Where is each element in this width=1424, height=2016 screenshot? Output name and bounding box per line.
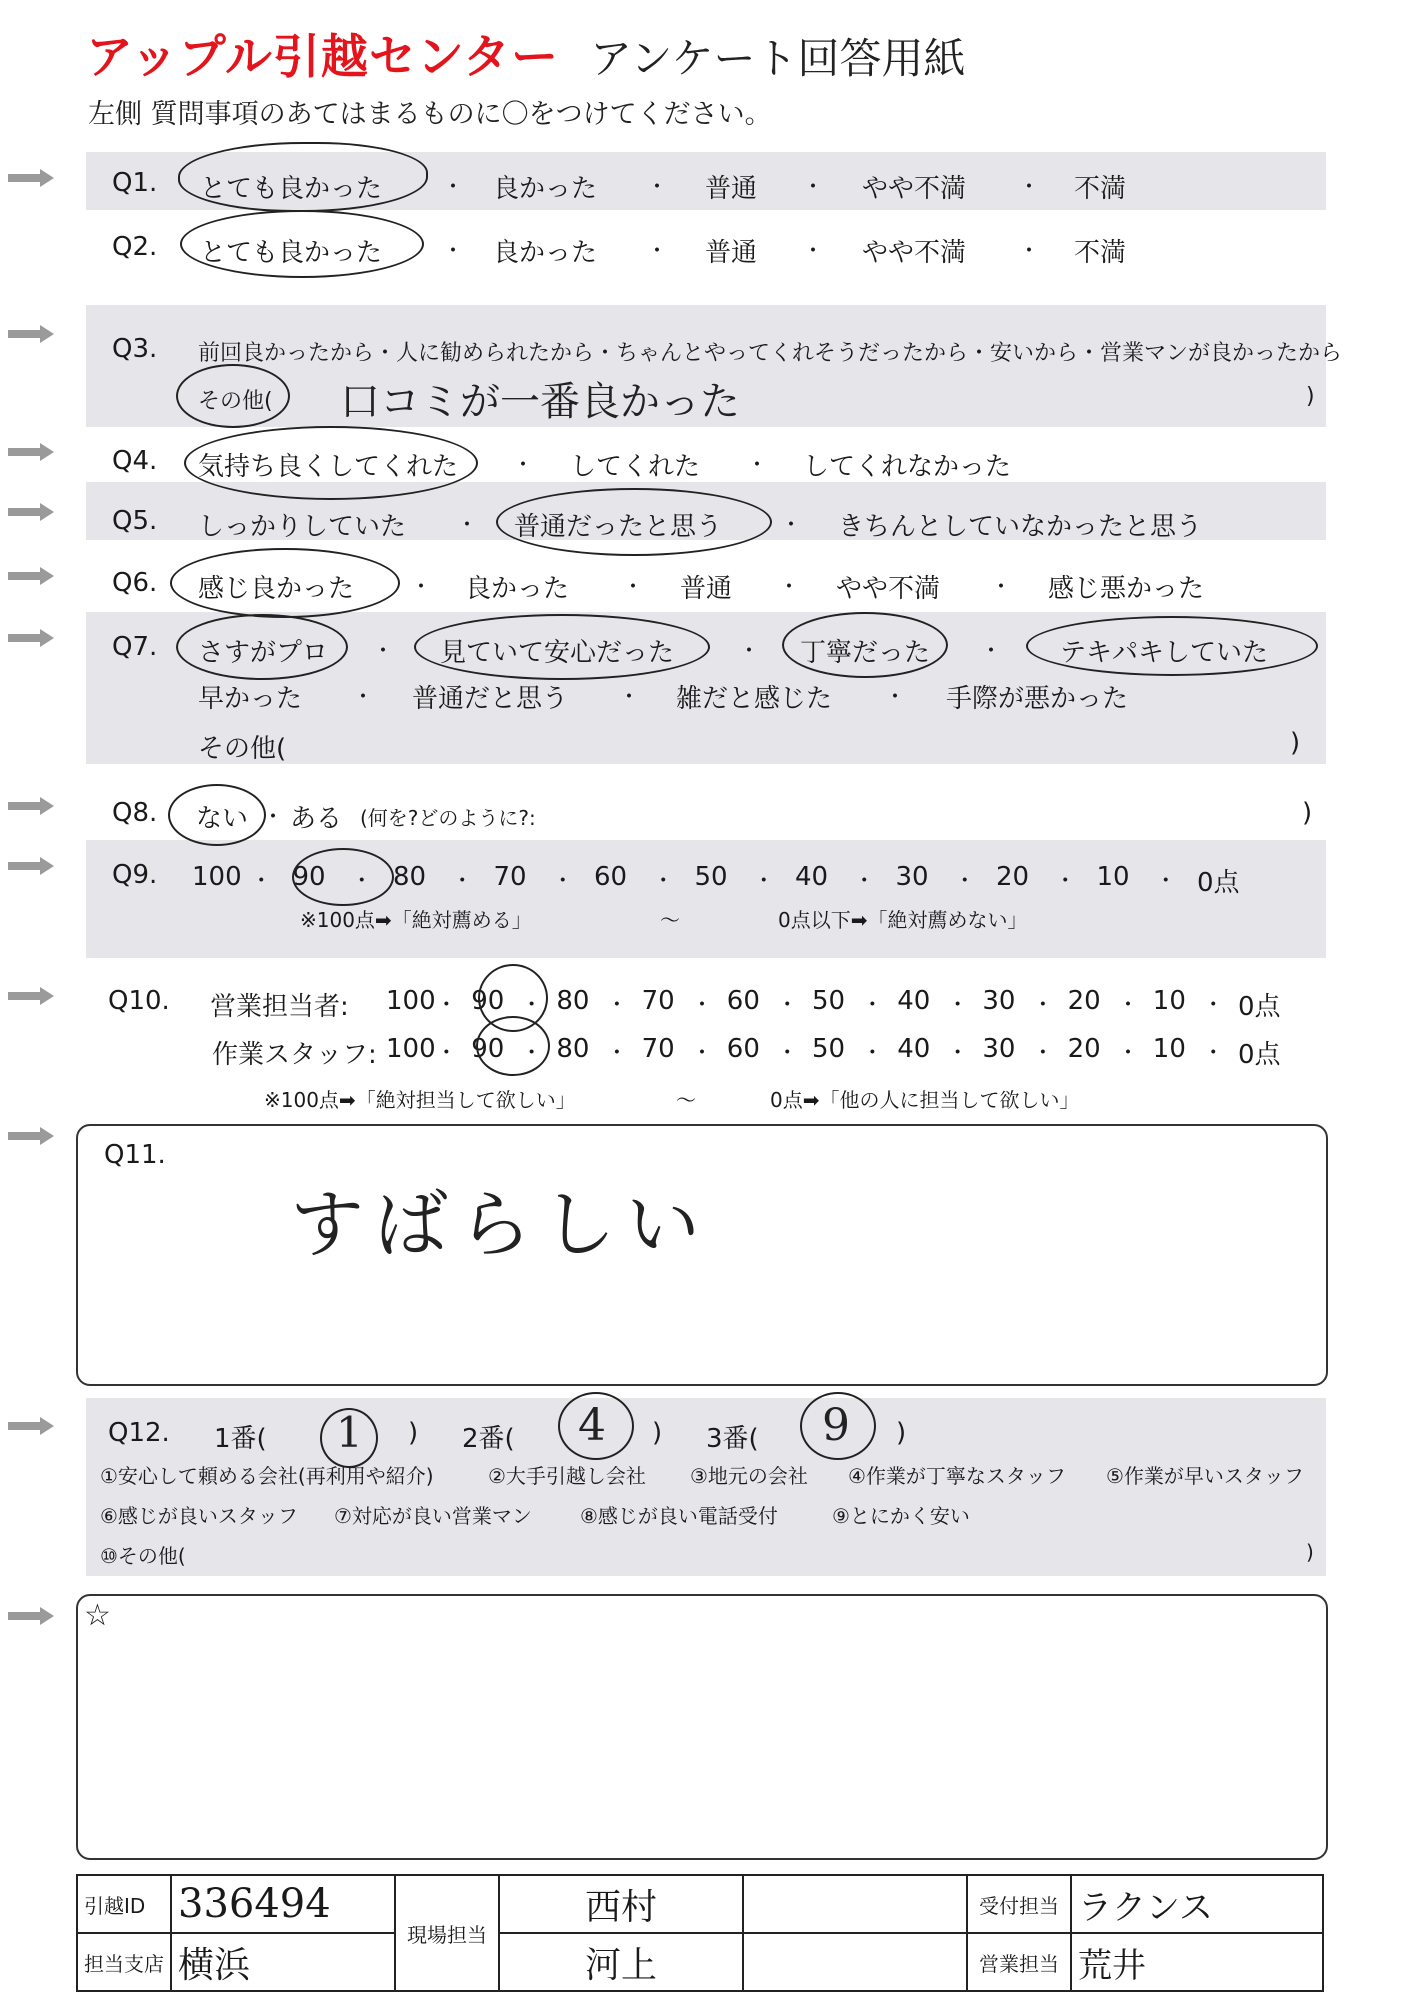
q6-selection-circle xyxy=(170,548,400,618)
q10-sales-scale-option[interactable]: 90 xyxy=(471,986,505,1016)
q12-choice: ⑥感じが良いスタッフ xyxy=(100,1504,298,1528)
q10-sales-scale-option[interactable]: 80 xyxy=(556,986,590,1016)
id-label: 引越ID xyxy=(77,1875,171,1933)
q6-option[interactable]: 感じ良かった xyxy=(198,574,355,604)
q2-option[interactable]: 普通 xyxy=(705,238,758,268)
q7-option[interactable]: 雑だと感じた xyxy=(676,684,833,714)
margin-arrow-icon xyxy=(8,570,54,582)
q6-label: Q6. xyxy=(112,568,158,598)
q9-note-right: 0点以下➡「絶対薦めない」 xyxy=(778,908,1028,932)
q2-selection-circle xyxy=(180,210,424,278)
q1-option[interactable]: 普通 xyxy=(705,174,758,204)
q10-staff-scale-option[interactable]: 20 xyxy=(1067,1034,1101,1064)
margin-arrow-icon xyxy=(8,1420,54,1432)
q10-staff-scale-option[interactable]: 60 xyxy=(726,1034,760,1064)
q12-choice: ③地元の会社 xyxy=(690,1464,808,1488)
q4-option[interactable]: 気持ち良くしてくれた xyxy=(198,452,459,482)
q9-scale-option[interactable]: 0点 xyxy=(1197,868,1240,898)
q12-rank3-value[interactable]: 9 xyxy=(822,1400,850,1451)
q6-option[interactable]: 感じ悪かった xyxy=(1048,574,1205,604)
q11-label: Q11. xyxy=(104,1140,166,1170)
q12-rank1-value[interactable]: 1 xyxy=(336,1408,363,1457)
q10-staff-scale-option[interactable]: 40 xyxy=(897,1034,931,1064)
q12-close-paren: ) xyxy=(408,1418,419,1448)
q2-option[interactable]: やや不満 xyxy=(862,238,967,268)
q10-sales-scale-option[interactable]: 50 xyxy=(812,986,846,1016)
q10-staff-scale-option[interactable]: 70 xyxy=(641,1034,675,1064)
q10-sales-label: 営業担当者: xyxy=(210,992,349,1022)
q2-label: Q2. xyxy=(112,232,158,262)
q7-option[interactable]: テキパキしていた xyxy=(1060,638,1269,668)
q12-choice: ⑧感じが良い電話受付 xyxy=(580,1504,778,1528)
branch-value: 横浜 xyxy=(171,1933,395,1991)
q6-option[interactable]: 良かった xyxy=(465,574,570,604)
q10-staff-scale-option[interactable]: 10 xyxy=(1152,1034,1186,1064)
q12-choice-other: ⑩その他( xyxy=(100,1544,186,1568)
q7-selection-circle xyxy=(414,614,710,680)
q1-option[interactable]: やや不満 xyxy=(862,174,967,204)
q8-option[interactable]: ある xyxy=(290,804,343,834)
q10-tilde: 〜 xyxy=(676,1088,696,1112)
q2-option[interactable]: 不満 xyxy=(1074,238,1127,268)
margin-arrow-icon xyxy=(8,506,54,518)
margin-arrow-icon xyxy=(8,328,54,340)
footer-table xyxy=(76,1874,1324,1992)
q10-sales-scale-option[interactable]: 20 xyxy=(1067,986,1101,1016)
q1-option[interactable]: 良かった xyxy=(493,174,598,204)
q12-rank1-circle xyxy=(320,1408,378,1468)
q3-options[interactable]: 前回良かったから・人に勧められたから・ちゃんとやってくれそうだったから・安いから・営業マンが良かったから xyxy=(198,341,1343,366)
site-value-2: 河上 xyxy=(499,1933,743,1991)
q2-option[interactable]: とても良かった xyxy=(200,238,383,268)
form-title: アンケート回答用紙 xyxy=(590,34,966,83)
q11-handwritten-answer: すばらしい xyxy=(290,1182,710,1268)
q8-label: Q8. xyxy=(112,798,158,828)
q1-option[interactable]: 不満 xyxy=(1074,174,1127,204)
q7-selection-circle xyxy=(176,614,348,680)
q7-label: Q7. xyxy=(112,632,158,662)
q10-staff-label: 作業スタッフ: xyxy=(212,1040,377,1070)
q12-rank2-label: 2番( xyxy=(462,1424,515,1454)
q6-option[interactable]: やや不満 xyxy=(836,574,941,604)
q3-close-paren: ) xyxy=(1306,384,1315,409)
q8-selection-circle xyxy=(168,784,266,846)
q4-option[interactable]: してくれなかった xyxy=(803,452,1012,482)
q7-selection-circle xyxy=(1026,616,1318,676)
q12-rank3-label: 3番( xyxy=(706,1424,759,1454)
id-value: 336494 xyxy=(171,1875,395,1933)
q8-option[interactable]: ない xyxy=(196,804,249,834)
q2-option[interactable]: 良かった xyxy=(493,238,598,268)
q10-staff-scale-option[interactable]: 30 xyxy=(982,1034,1016,1064)
margin-arrow-icon xyxy=(8,446,54,458)
q12-choice: ⑨とにかく安い xyxy=(832,1504,970,1528)
q1-label: Q1. xyxy=(112,168,158,198)
q10-staff-scale-option[interactable]: 100 xyxy=(386,1034,436,1064)
q12-rank1-label: 1番( xyxy=(214,1424,267,1454)
q7-option[interactable]: 普通だと思う xyxy=(412,684,569,714)
margin-arrow-icon xyxy=(8,860,54,872)
q10-sales-scale-option[interactable]: 70 xyxy=(641,986,675,1016)
q12-rank2-value[interactable]: 4 xyxy=(578,1400,606,1451)
q10-staff-scale-option[interactable]: 80 xyxy=(556,1034,590,1064)
q10-label: Q10. xyxy=(108,986,170,1016)
q7-option[interactable]: さすがプロ xyxy=(198,638,329,668)
q9-tilde: 〜 xyxy=(660,908,680,932)
margin-arrow-icon xyxy=(8,172,54,184)
q12-rank3-circle xyxy=(800,1392,876,1460)
q9-note-left: ※100点➡「絶対薦める」 xyxy=(300,908,532,932)
q7-option[interactable]: 丁寧だった xyxy=(800,638,931,668)
q9-scale-option[interactable]: 50 xyxy=(694,862,728,892)
q7-option[interactable]: 早かった xyxy=(198,684,303,714)
q6-option[interactable]: 普通 xyxy=(680,574,733,604)
comment-box[interactable] xyxy=(76,1594,1328,1860)
q9-selection-circle xyxy=(292,848,394,906)
q12-choice: ②大手引越し会社 xyxy=(488,1464,646,1488)
q10-staff-scale-option[interactable]: 0点 xyxy=(1238,1040,1281,1070)
q7-option[interactable]: 手際が悪かった xyxy=(946,684,1129,714)
branch-label: 担当支店 xyxy=(77,1933,171,1991)
q10-sales-scale-option[interactable]: 0点 xyxy=(1238,992,1281,1022)
instruction-text: 左側 質問事項のあてはまるものに〇をつけてください。 xyxy=(88,99,772,130)
q12-choice: ①安心して頼める会社(再利用や紹介) xyxy=(100,1464,434,1488)
q9-label: Q9. xyxy=(112,860,158,890)
q7-close-paren: ) xyxy=(1290,728,1301,758)
q4-option[interactable]: してくれた xyxy=(570,452,701,482)
q8-close-paren: ) xyxy=(1302,798,1313,828)
margin-arrow-icon xyxy=(8,1610,54,1622)
margin-arrow-icon xyxy=(8,1130,54,1142)
margin-arrow-icon xyxy=(8,632,54,644)
q3-handwritten-answer: 口コミが一番良かった xyxy=(340,379,740,425)
reception-label: 受付担当 xyxy=(967,1875,1071,1933)
q9-scale-option[interactable]: 30 xyxy=(895,862,929,892)
sales-label: 営業担当 xyxy=(967,1933,1071,1991)
q3-other-label[interactable]: その他( xyxy=(198,389,273,414)
q5-option[interactable]: しっかりしていた xyxy=(198,512,407,542)
q5-option[interactable]: きちんとしていなかったと思う xyxy=(838,512,1203,542)
q12-label: Q12. xyxy=(108,1418,170,1448)
margin-arrow-icon xyxy=(8,800,54,812)
q12-choice: ⑦対応が良い営業マン xyxy=(334,1504,532,1528)
q3-selection-circle xyxy=(176,364,290,428)
q9-scale-option[interactable]: 40 xyxy=(795,862,829,892)
q9-scale-option[interactable]: 10 xyxy=(1096,862,1130,892)
q9-scale-option[interactable]: 100 xyxy=(192,862,242,892)
q10-note-right: 0点➡「他の人に担当して欲しい」 xyxy=(770,1088,1080,1112)
q10-staff-scale-option[interactable]: 90 xyxy=(471,1034,505,1064)
q5-selection-circle xyxy=(496,488,772,556)
margin-arrow-icon xyxy=(8,990,54,1002)
q12-choice: ⑤作業が早いスタッフ xyxy=(1106,1464,1304,1488)
q10-staff-scale-option[interactable]: 50 xyxy=(812,1034,846,1064)
q1-selection-circle xyxy=(178,142,428,212)
site-value-1: 西村 xyxy=(499,1875,743,1933)
q4-label: Q4. xyxy=(112,446,158,476)
q8-note: (何を?どのように?: xyxy=(360,806,536,830)
q10-sales-scale-option[interactable]: 60 xyxy=(726,986,760,1016)
q12-close-paren: ) xyxy=(652,1418,663,1448)
q9-scale-option[interactable]: 60 xyxy=(594,862,628,892)
q9-scale-option[interactable]: 20 xyxy=(996,862,1030,892)
q5-label: Q5. xyxy=(112,506,158,536)
q9-scale-option[interactable]: 90 xyxy=(292,862,326,892)
q3-label: Q3. xyxy=(112,334,158,364)
q1-option[interactable]: とても良かった xyxy=(200,174,383,204)
q9-scale-option[interactable]: 70 xyxy=(493,862,527,892)
q10-sales-scale-option[interactable]: 100 xyxy=(386,986,436,1016)
sales-value: 荒井 xyxy=(1071,1933,1323,1991)
reception-value: ラクンス xyxy=(1071,1875,1323,1933)
q7-option[interactable]: 見ていて安心だった xyxy=(440,638,675,668)
q12-choice-close: ) xyxy=(1306,1540,1314,1564)
q7-selection-circle xyxy=(782,612,948,678)
star-icon: ☆ xyxy=(84,1598,111,1633)
q10-staff-selection-circle xyxy=(476,1016,550,1076)
q12-choice: ④作業が丁寧なスタッフ xyxy=(848,1464,1066,1488)
q12-close-paren: ) xyxy=(896,1418,907,1448)
q10-sales-scale-option[interactable]: 10 xyxy=(1152,986,1186,1016)
site-label: 現場担当 xyxy=(395,1875,499,1991)
brand-title: アップル引越センター xyxy=(86,30,559,85)
q9-scale-option[interactable]: 80 xyxy=(393,862,427,892)
q4-selection-circle xyxy=(184,426,478,500)
q10-sales-scale-option[interactable]: 30 xyxy=(982,986,1016,1016)
q7-other-label[interactable]: その他( xyxy=(198,734,287,764)
q5-option[interactable]: 普通だったと思う xyxy=(514,512,723,542)
q10-sales-scale-option[interactable]: 40 xyxy=(897,986,931,1016)
q12-rank2-circle xyxy=(558,1392,634,1460)
q10-note-left: ※100点➡「絶対担当して欲しい」 xyxy=(264,1088,576,1112)
